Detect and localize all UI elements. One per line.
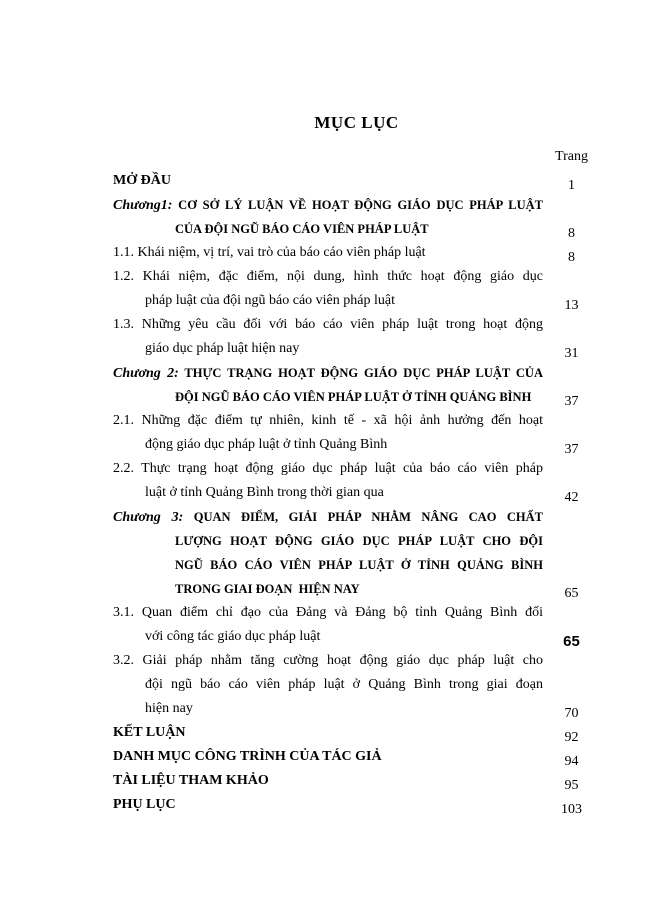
toc-entries [113, 169, 600, 817]
toc-line: đội ngũ báo cáo viên pháp luật ở Quảng Bình trong giai đoạn [145, 677, 543, 692]
page-number-cell [543, 649, 600, 721]
toc-line: với công tác giáo dục pháp luật [145, 629, 321, 644]
toc-entry-text [113, 721, 543, 745]
toc-line: luật ở tỉnh Quảng Bình trong thời gian qua [145, 485, 384, 500]
toc-entry-text [113, 769, 543, 793]
page-number-cell [543, 409, 600, 457]
page-number-cell [543, 169, 600, 193]
column-header-spacer [113, 146, 543, 166]
trang-label: Trang [555, 149, 588, 164]
page-number: 92 [564, 730, 579, 745]
page-number-cell [543, 265, 600, 313]
page-number-cell [543, 193, 600, 241]
toc-entry [113, 169, 600, 193]
toc-line: pháp luật của đội ngũ báo cáo viên pháp luật [145, 293, 395, 308]
page-number: 37 [564, 442, 579, 457]
toc-entry-text [113, 241, 543, 265]
toc-line: Chương1: CƠ SỞ LÝ LUẬN VỀ HOẠT ĐỘNG GIÁO DỤC PHÁP LUẬT [113, 198, 543, 213]
page-number: 8 [568, 250, 575, 265]
page-number-cell [543, 313, 600, 361]
toc-entry [113, 769, 600, 793]
chapter-label: Chương 2: [113, 366, 179, 381]
toc-line: DANH MỤC CÔNG TRÌNH CỦA TÁC GIẢ [113, 749, 382, 764]
toc-line: CỦA ĐỘI NGŨ BÁO CÁO VIÊN PHÁP LUẬT [175, 222, 429, 236]
chapter-label: Chương1: [113, 198, 173, 213]
toc-entry-text [113, 361, 543, 409]
toc-entry-text [113, 169, 543, 193]
toc-entry [113, 361, 600, 409]
page-number: 37 [564, 394, 579, 409]
page-number: 65 [563, 633, 580, 650]
page-number: 70 [564, 706, 579, 721]
page-number: 103 [561, 802, 582, 817]
toc-entry [113, 457, 600, 505]
page-number-cell [543, 601, 600, 649]
toc-line: 1.2. Khái niệm, đặc điểm, nội dung, hình thức hoạt động giáo dục [113, 269, 543, 284]
toc-entry-text [113, 193, 543, 241]
toc-entry [113, 601, 600, 649]
page-number: 94 [564, 754, 579, 769]
page-number-cell [543, 505, 600, 601]
toc-line: 1.3. Những yêu cầu đối với báo cáo viên pháp luật trong hoạt động [113, 317, 543, 332]
page-number-column-header [543, 146, 600, 166]
toc-entry [113, 745, 600, 769]
toc-line: TÀI LIỆU THAM KHẢO [113, 773, 269, 788]
chapter-label: Chương 3: [113, 510, 184, 525]
toc-line: MỞ ĐẦU [113, 173, 171, 188]
toc-entry-text [113, 793, 543, 817]
toc-line: LƯỢNG HOẠT ĐỘNG GIÁO DỤC PHÁP LUẬT CHO ĐỘI [175, 534, 543, 548]
toc-line: động giáo dục pháp luật ở tỉnh Quảng Bình [145, 437, 388, 452]
page-number-cell [543, 457, 600, 505]
toc-entry-text [113, 457, 543, 505]
column-header-row [113, 146, 600, 166]
toc-line: 3.2. Giải pháp nhằm tăng cường hoạt động giáo dục pháp luật cho [113, 653, 543, 668]
toc-line: NGŨ BÁO CÁO VIÊN PHÁP LUẬT Ở TỈNH QUẢNG BÌNH [175, 558, 543, 572]
page-number: 95 [564, 778, 579, 793]
toc-entry-text [113, 505, 543, 601]
toc-line: KẾT LUẬN [113, 725, 186, 740]
toc-line: ĐỘI NGŨ BÁO CÁO VIÊN PHÁP LUẬT Ở TỈNH QUẢNG BÌNH [175, 390, 532, 404]
toc-line: 2.2. Thực trạng hoạt động giáo dục pháp luật của báo cáo viên pháp [113, 461, 543, 476]
toc-line: PHỤ LỤC [113, 797, 176, 812]
toc-line: hiện nay [145, 701, 193, 716]
toc-entry-text [113, 649, 543, 721]
page-number: 1 [568, 178, 575, 193]
toc-entry [113, 721, 600, 745]
toc-entry [113, 409, 600, 457]
toc-entry [113, 265, 600, 313]
page-number-cell [543, 361, 600, 409]
toc-entry-text [113, 409, 543, 457]
page-number: 42 [564, 490, 579, 505]
page-number: 31 [564, 346, 579, 361]
toc-entry-text [113, 265, 543, 313]
toc-line: 2.1. Những đặc điểm tự nhiên, kinh tế - xã hội ảnh hưởng đến hoạt [113, 413, 543, 428]
toc-line: Chương 3: QUAN ĐIỂM, GIẢI PHÁP NHẰM NÂNG CAO CHẤT [113, 510, 543, 525]
page-number: 13 [564, 298, 579, 313]
toc-document [113, 112, 600, 817]
toc-line: giáo dục pháp luật hiện nay [145, 341, 300, 356]
page-number: 65 [564, 586, 579, 601]
toc-entry-text [113, 313, 543, 361]
toc-entry [113, 193, 600, 241]
toc-entry [113, 793, 600, 817]
toc-entry [113, 313, 600, 361]
page-title: MỤC LỤC [314, 113, 399, 132]
toc-line: 1.1. Khái niệm, vị trí, vai trò của báo cáo viên pháp luật [113, 245, 426, 260]
toc-line: 3.1. Quan điểm chỉ đạo của Đảng và Đảng bộ tỉnh Quảng Bình đối [113, 605, 543, 620]
toc-entry [113, 241, 600, 265]
toc-line: Chương 2: THỰC TRẠNG HOẠT ĐỘNG GIÁO DỤC PHÁP LUẬT CỦA [113, 366, 543, 381]
toc-entry-text [113, 601, 543, 649]
toc-entry-text [113, 745, 543, 769]
toc-entry [113, 505, 600, 601]
toc-line: TRONG GIAI ĐOẠN HIỆN NAY [175, 582, 360, 596]
toc-entry [113, 649, 600, 721]
page-number: 8 [568, 226, 575, 241]
